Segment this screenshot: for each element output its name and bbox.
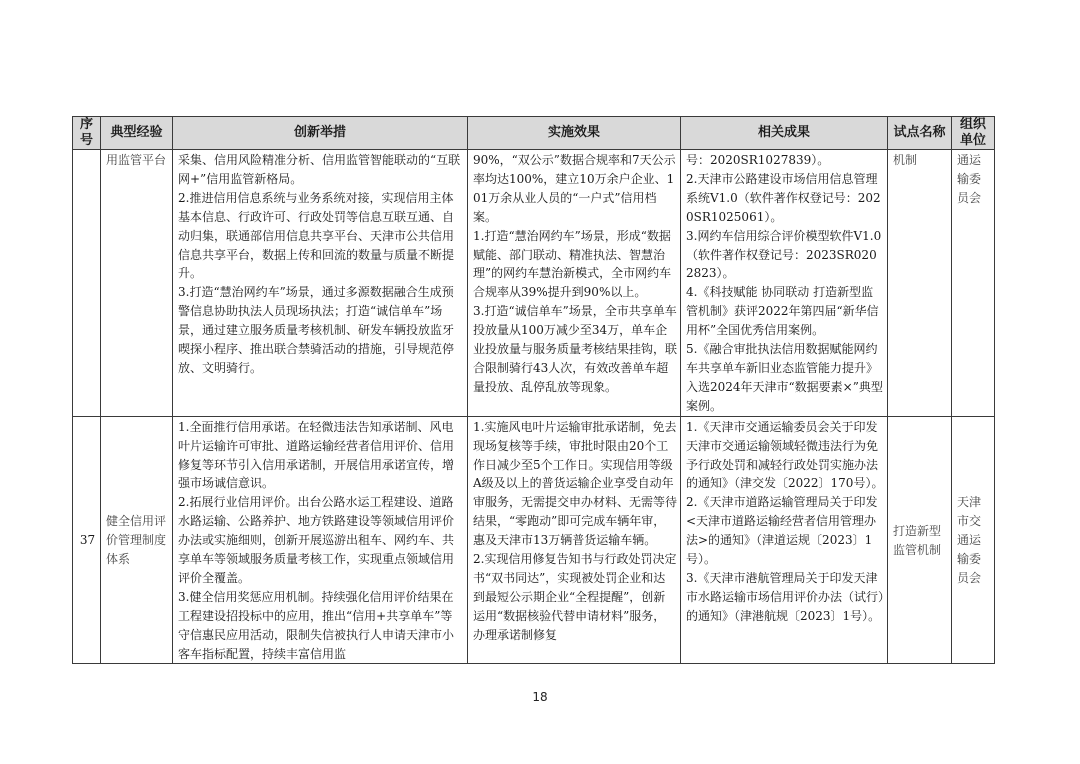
row-cont-pilot: 机制 bbox=[888, 150, 952, 417]
effect-paragraph: 3.打造“诚信单车”场景，全市共享单车投放量从100万减少至34万，单车企业投放量与服务质量考核结果挂钩，联合限制骑行43人次，有效改善单车超量投放、乱停乱放等现象。 bbox=[473, 304, 678, 394]
measure-paragraph: 2.推进信用信息系统与业务系统对接，实现信用主体基本信息、行政许可、行政处罚等信息互联互通、自动归集，联通部信用信息共享平台、天津市公共信用信息共享平台，数据上传和回流的数量与质量不断提升。 bbox=[178, 190, 455, 281]
result-paragraph: 2.天津市公路建设市场信用信息管理系统V1.0（软件著作权登记号：2020SR1025061）。 bbox=[686, 171, 881, 224]
row-cont-effects bbox=[468, 150, 681, 417]
effect-paragraph: 1.实施风电叶片运输审批承诺制，免去现场复核等手续，审批时限由20个工作日减少至5个工作日。实现信用等级A级及以上的普货运输企业享受自动年审服务，无需提交申办材料、无需等待结果，“零跑动”即可完成车辆年审，惠及天津市13万辆普货运输车辆。 bbox=[473, 419, 678, 548]
header-no: 序号 bbox=[73, 117, 101, 150]
effect-paragraph: 2.实现信用修复告知书与行政处罚决定书“双书同达”，实现被处罚企业和达到最短公示期企业“全程提醒”，创新运用“数据核验代替申请材料”服务，办理承诺制修复 bbox=[473, 552, 677, 642]
measure-paragraph: 1.全面推行信用承诺。在轻微违法告知承诺制、风电叶片运输许可审批、道路运输经营者信用评价、信用修复等环节引入信用承诺制，开展信用承诺宣传，增强市场诚信意识。 bbox=[178, 419, 455, 491]
row-37-pilot: 打造新型监管机制 bbox=[888, 416, 952, 664]
header-pilot: 试点名称 bbox=[888, 117, 952, 150]
page-number: 18 bbox=[532, 690, 548, 704]
row-37-effects bbox=[468, 416, 681, 664]
row-37-results bbox=[681, 416, 888, 664]
table-row bbox=[73, 150, 995, 417]
row-cont-no bbox=[73, 150, 101, 417]
measure-paragraph: 2.拓展行业信用评价。出台公路水运工程建设、道路水路运输、公路养护、地方铁路建设等领域信用评价办法或实施细则，创新开展巡游出租车、网约车、共享单车等领域服务质量考核工作，实现重点领域信用评价全覆盖。 bbox=[178, 495, 455, 585]
row-cont-org: 通运输委员会 bbox=[952, 150, 995, 417]
header-effects: 实施效果 bbox=[468, 117, 681, 150]
measure-paragraph: 采集、信用风险精准分析、信用监管智能联动的“互联网+”信用监管新格局。 bbox=[178, 153, 461, 186]
experience-table bbox=[72, 116, 995, 664]
result-paragraph: 3.《天津市港航管理局关于印发天津市水路运输市场信用评价办法（试行）的通知》（津港航规〔2023〕1号）。 bbox=[686, 570, 885, 623]
result-paragraph: 号：2020SR1027839）。 bbox=[686, 153, 830, 167]
measure-paragraph: 3.打造“慧治网约车”场景，通过多源数据融合生成预警信息协助执法人员现场执法；打造“诚信单车”场景，通过建立服务质量考核机制、研发车辆投放监牙喫探小程序、推出联合禁骑活动的措施，引导规范停放、文明骑行。 bbox=[178, 285, 455, 375]
result-paragraph: 5.《融合审批执法信用数据赋能网约车共享单车新旧业态监管能力提升》入选2024年天津市“数据要素×”典型案例。 bbox=[686, 342, 883, 413]
effect-paragraph: 1.打造“慧治网约车”场景，形成“数据赋能、部门联动、精准执法、智慧治理”的网约车慧治新模式，全市网约车合规率从39%提升到90%以上。 bbox=[473, 228, 672, 300]
row-cont-results bbox=[681, 150, 888, 417]
row-cont-experience: 用监管平台 bbox=[101, 150, 173, 417]
result-paragraph: 1.《天津市交通运输委员会关于印发天津市交通运输领域轻微违法行为免予行政处罚和减轻行政处罚实施办法的通知》（津交发〔2022〕170号）。 bbox=[686, 419, 884, 491]
result-paragraph: 3.网约车信用综合评价模型软件V1.0（软件著作权登记号：2023SR0202823）。 bbox=[686, 228, 882, 281]
row-37-org: 天津市交通运输委员会 bbox=[952, 416, 995, 664]
row-37-no: 37 bbox=[73, 416, 101, 664]
header-experience: 典型经验 bbox=[101, 117, 173, 150]
row-37-experience: 健全信用评价管理制度体系 bbox=[101, 416, 173, 664]
effect-paragraph: 90%，“双公示”数据合规率和7天公示率均达100%，建立10万余户企业、101万余从业人员的“一户式”信用档案。 bbox=[473, 153, 676, 224]
measure-paragraph: 3.健全信用奖惩应用机制。持续强化信用评价结果在工程建设招投标中的应用，推出“信用+共享单车”等守信惠民应用活动，限制失信被执行人申请天津市小客车指标配置，持续丰富信用监 bbox=[178, 589, 455, 661]
header-org: 组织单位 bbox=[952, 117, 995, 150]
table-row bbox=[73, 416, 995, 664]
header-measures: 创新举措 bbox=[173, 117, 468, 150]
row-cont-measures bbox=[173, 150, 468, 417]
table-header-row bbox=[73, 117, 995, 150]
result-paragraph: 2.《天津市道路运输管理局关于印发<天津市道路运输经营者信用管理办法>的通知》（津道运规〔2023〕1号）。 bbox=[686, 495, 878, 567]
result-paragraph: 4.《科技赋能 协同联动 打造新型监管机制》获评2022年第四届“新华信用杯”全国优秀信用案例。 bbox=[686, 285, 879, 338]
row-37-measures bbox=[173, 416, 468, 664]
header-results: 相关成果 bbox=[681, 117, 888, 150]
